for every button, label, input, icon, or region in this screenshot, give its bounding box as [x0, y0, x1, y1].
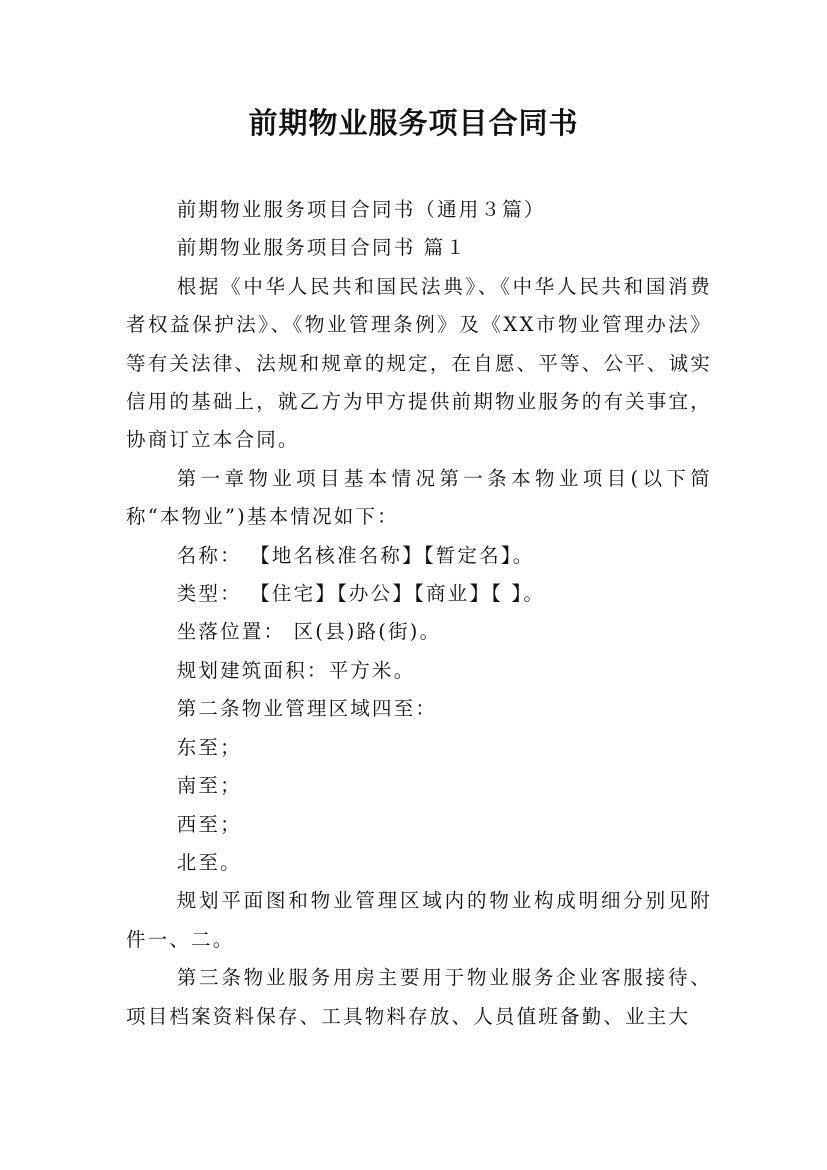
paragraph-heading: 前期物业服务项目合同书（通用３篇）	[176, 198, 546, 221]
paragraph-north: 北至。	[176, 850, 242, 874]
paragraph-south: 南至；	[176, 774, 242, 798]
paragraph-west: 西至；	[176, 812, 242, 836]
paragraph-type: 类型： 【住宅】【办公】【商业】【 】。	[176, 582, 546, 606]
paragraph-chapter-one: 第一章物业项目基本情况第一条本物业项目(以下简称“本物业”)基本情况如下：	[126, 466, 712, 529]
document-title: 前期物业服务项目合同书	[248, 106, 579, 140]
paragraph-location: 坐落位置： 区(县)路(街)。	[176, 620, 442, 644]
paragraph-attachments: 规划平面图和物业管理区域内的物业构成明细分别见附件一、二。	[126, 889, 712, 951]
document-body	[126, 191, 712, 1036]
paragraph-legal-basis: 根据《中华人民共和国民法典》、《中华人民共和国消费者权益保护法》、《物业管理条例》及《XX市物业管理办法》等有关法律、法规和规章的规定，在自愿、平等、公平、诚实信用的基础上，就乙方为甲方提供前期物业服务的有关事宜，协商订立本合同。	[126, 274, 712, 452]
paragraph-article-two: 第二条物业管理区域四至：	[176, 697, 438, 721]
paragraph-name: 名称： 【地名核准名称】【暂定名】。	[176, 543, 535, 567]
paragraph-article-three: 第三条物业服务用房主要用于物业服务企业客服接待、项目档案资料保存、工具物料存放、人员值班备勤、业主大	[126, 966, 712, 1028]
paragraph-article-label: 前期物业服务项目合同书 篇１	[176, 236, 468, 260]
paragraph-east: 东至；	[176, 735, 242, 759]
paragraph-area: 规划建筑面积：平方米。	[176, 658, 416, 682]
